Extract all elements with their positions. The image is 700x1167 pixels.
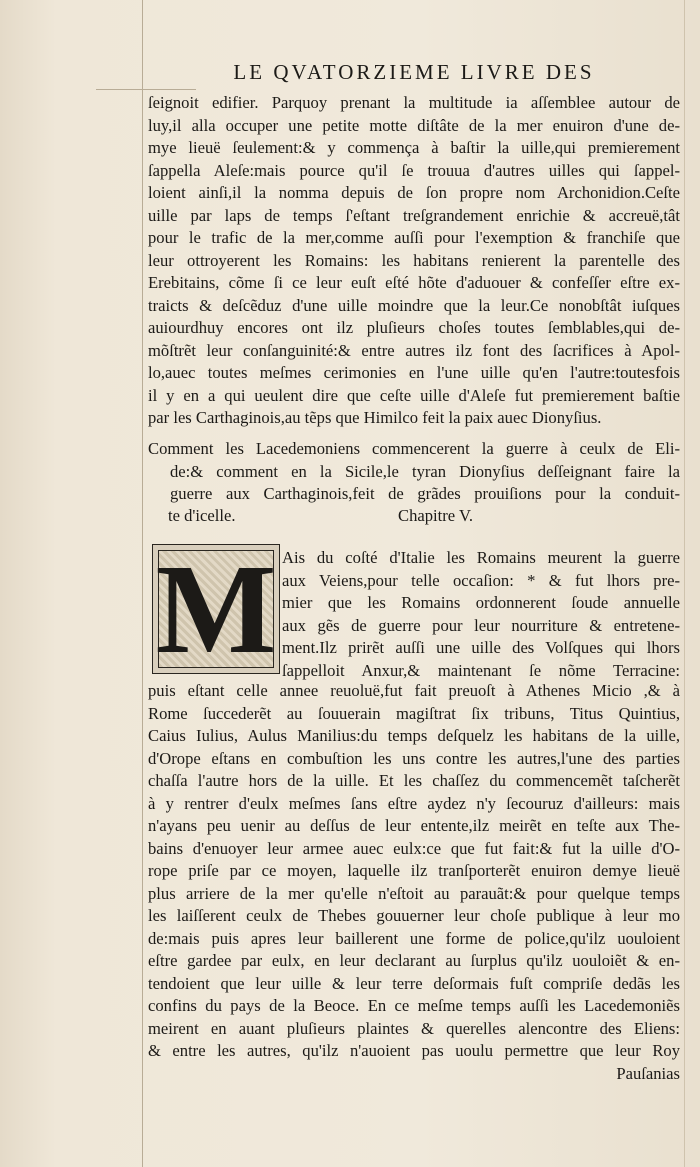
text-line: chaſſa l'autre hors de la uille. Et les chaſſez du commencemẽt taſcherẽt <box>148 771 680 790</box>
text-line: confins du pays de la Beoce. En ce meſme temps auſſi les Lacedemoniẽs <box>148 996 680 1015</box>
text-line: tendoient que leur uille & leur terre deſormais fuſt compriſe dedãs les <box>148 973 680 993</box>
text-line: aux gẽs de guerre pour leur nourriture & entretene- <box>282 615 680 635</box>
margin-rule-right <box>684 0 685 1167</box>
text-line: bains d'enuoyer leur armee auec eulx:ce que fut fait:& fut la uille d'O- <box>148 838 680 858</box>
text-line: luy,il alla occuper une petite motte diſtâte de la mer enuiron d'une de- <box>148 115 680 135</box>
heading-tail: te d'icelle. <box>168 506 236 525</box>
text-line: ſappella Aleſe:mais pource qu'il ſe trouua d'autres uilles qui ſappel- <box>148 160 680 180</box>
text-line: plus arriere de la mer qu'elle n'eſtoit au parauãt:& pour quelque temps <box>148 883 680 903</box>
text-line: mye lieuë ſeulement:& y commença à baſtir la uille,qui premierement <box>148 138 680 157</box>
chapter-heading <box>148 438 680 506</box>
text-line: uille par laps de temps ſ'eſtant treſgrandement enrichie & accreuë,tât <box>148 205 680 225</box>
running-head: LE QVATORZIEME LIVRE DES <box>233 60 595 84</box>
heading-line: guerre aux Carthaginois,feit de grãdes prouiſions pour la conduit- <box>170 484 680 503</box>
text-line: eſtre gardee par eulx, en leur declarant au ſurplus qu'ilz uouloiẽt & en- <box>148 951 680 970</box>
chapter-number: Chapitre V. <box>398 506 473 525</box>
text-line: Rome ſuccederẽt au ſouuerain magiſtrat ſix tribuns, Titus Quintius, <box>148 703 680 723</box>
text-line: traicts & deſcẽduz d'une uille moindre que la leur.Ce nonobſtât iuſques <box>148 295 680 315</box>
text-line: leur ottroyerent les Romains: les habitans renierent la parentelle des <box>148 250 680 270</box>
margin-rule-top <box>96 89 196 90</box>
text-line: Ais du coſté d'Italie les Romains meurent la guerre <box>282 548 680 567</box>
initial-letter: M <box>155 538 277 680</box>
margin-rule-left <box>142 0 143 1167</box>
text-line: il y en a qui ueulent dire que ceſte uille d'Aleſe fut premierement baſtie <box>148 385 680 405</box>
chapter-label-row <box>168 505 668 527</box>
text-line: auiourdhuy encores ont ilz pluſieurs choſes toutes ſemblables,qui de- <box>148 318 680 337</box>
paragraph-1 <box>148 92 680 430</box>
paragraph-2-beside-initial <box>282 547 680 682</box>
text-line: loient ainſi,il la nomma depuis de ſon propre nom Archonidion.Ceſte <box>148 183 680 202</box>
text-line: Caius Iulius, Aulus Manilius:du temps deſquelz les habitans de la uille, <box>148 726 680 745</box>
text-line: mier que les Romains ordonnerent ſoude annuelle <box>282 593 680 612</box>
text-line: puis eſtant celle annee reuoluë,fut fait preuoſt à Athenes Micio ,& à <box>148 681 680 700</box>
heading-line: Comment les Lacedemoniens commencerent la guerre à ceulx de Eli- <box>148 439 680 458</box>
text-line: ment.Ilz prirẽt auſſi une uille des Volſques qui lhors <box>282 638 680 657</box>
text-line: meirent en auant pluſieurs plaintes & querelles alencontre des Eliens: <box>148 1018 680 1038</box>
heading-line: de:& comment en la Sicile,le tyran Dionyſius deſſeignant faire la <box>170 461 680 481</box>
text-line: à y rentrer d'eulx meſmes ſans eſtre aydez n'y ſecouruz d'ailleurs: mais <box>148 793 680 813</box>
text-line: n'ayans peu uenir au deſſus de leur entente,ilz meirẽt en teſte aux The- <box>148 816 680 835</box>
catchword: Pauſanias <box>616 1063 680 1083</box>
text-line: les laiſſerent ceulx de Thebes gouuerner leur choſe publique à leur mo <box>148 906 680 925</box>
text-line: ſeignoit edifier. Parquoy prenant la multitude ia aſſemblee autour de <box>148 93 680 112</box>
text-line: de:mais puis apres leur baillerent une forme de police,qu'ilz uouloient <box>148 928 680 948</box>
text-line: pour le trafic de la mer,comme auſſi pour l'exemption & franchiſe que <box>148 228 680 247</box>
text-line: mõſtrẽt leur conſanguinité:& entre autres ilz font des ſacrifices à Apol- <box>148 340 680 360</box>
text-line: d'Orope eſtans en combuſtion les uns contre les autres,l'une des parties <box>148 748 680 768</box>
text-line: Erebitains, cõme ſi ce leur euſt eſté hõte d'aduouer & confeſſer eſtre ex- <box>148 273 680 292</box>
decorated-initial <box>152 538 280 680</box>
text-line: aux Veiens,pour telle occaſion: * & fut lhors pre- <box>282 570 680 590</box>
text-line: par les Carthaginois,au tẽps que Himilco feit la paix auec Dionyſius. <box>148 408 602 427</box>
text-line: & entre les autres, qu'ilz n'auoient pas uoulu permettre que leur Roy <box>148 1041 680 1060</box>
text-line: ſappelloit Anxur,& maintenant ſe nõme Terracine: <box>282 660 680 680</box>
text-line: rope priſe par ce moyen, laquelle ilz tranſporterẽt enuiron demye lieuë <box>148 861 680 880</box>
paragraph-2 <box>148 680 680 1085</box>
text-line: lo,auec toutes meſmes cerimonies en l'une uille qu'en l'autre:toutesfois <box>148 363 680 382</box>
